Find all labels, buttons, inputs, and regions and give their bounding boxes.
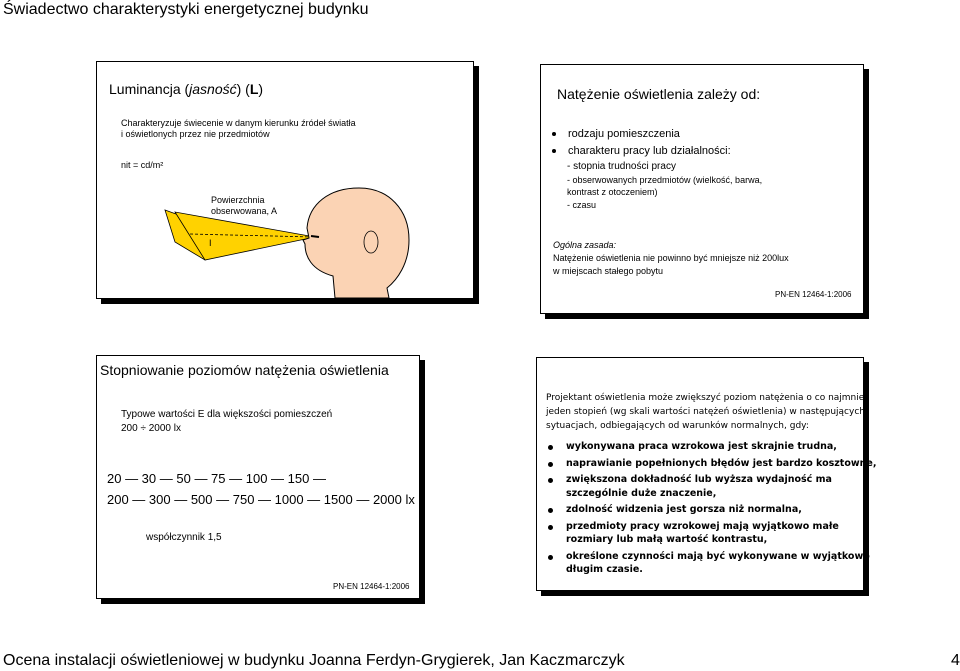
- luminance-unit: nit = cd/m²: [121, 160, 164, 170]
- title-text: ) (: [236, 81, 250, 97]
- situation-text: długim czasie.: [566, 564, 643, 575]
- beam-label: I: [209, 238, 212, 248]
- rule-line: Natężenie oświetlenia nie powinno być mniejsze niż 200lux: [553, 253, 789, 263]
- eye-icon: [311, 236, 319, 237]
- slide-illuminance-scale: [96, 355, 420, 599]
- standard-reference: PN-EN 12464-1:2006: [775, 290, 852, 299]
- intro-line: sytuacjach, odbiegających od warunków normalnych, gdy:: [546, 421, 809, 431]
- rule-line: w miejscach stałego pobytu: [553, 266, 664, 276]
- title-bold: L: [249, 81, 259, 97]
- subitem: - czasu: [567, 199, 597, 210]
- factor-list: [568, 126, 731, 160]
- scale-line: 20 — 30 — 50 — 75 — 100 — 150 —: [107, 471, 326, 486]
- intro-text: [546, 391, 867, 433]
- general-rule: [553, 239, 789, 278]
- document-footer: Ocena instalacji oświetleniowej w budynku Joanna Ferdyn-Grygierek, Jan Kaczmarczyk: [3, 652, 625, 669]
- factor-item: rodzaju pomieszczenia: [568, 126, 731, 143]
- subitem: - obserwowanych przedmiotów (wielkość, barwa,: [567, 174, 763, 185]
- situation-item: [566, 457, 876, 471]
- typical-values-range: 200 ÷ 2000 lx: [121, 423, 181, 434]
- scale-line: 200 — 300 — 500 — 750 — 1000 — 1500 — 2000 lx: [107, 492, 415, 507]
- slide-title: Stopniowanie poziomów natężenia oświetlenia: [100, 362, 389, 378]
- illuminance-scale: [107, 468, 415, 510]
- situation-text: wykonywana praca wzrokowa jest skrajnie trudna,: [566, 441, 837, 452]
- typical-values: [121, 408, 332, 436]
- scale-factor: współczynnik 1,5: [146, 532, 222, 543]
- situation-text: przedmioty pracy wzrokowej mają wyjątkowo małe: [566, 520, 839, 532]
- slide-luminance: [96, 61, 474, 299]
- subitem: kontrast z otoczeniem): [567, 187, 658, 197]
- situation-item: [566, 520, 876, 547]
- slide-designer-adjustment: [536, 357, 877, 591]
- intro-line: jeden stopień (wg skali wartości natężeń oświetlenia) w następujących: [546, 407, 865, 417]
- slide-illuminance-factors: [540, 64, 864, 314]
- page-number: 4: [951, 652, 960, 669]
- situation-text: zdolność widzenia jest gorsza niż normalna,: [566, 504, 802, 515]
- situation-text: naprawianie popełnionych błędów jest bardzo kosztowne,: [566, 457, 877, 469]
- factor-subitems: [567, 161, 762, 211]
- title-text: Luminancja (: [109, 81, 190, 97]
- situation-list: [566, 440, 876, 577]
- typical-values-label: Typowe wartości E dla większości pomieszczeń: [121, 409, 333, 420]
- situation-item: [566, 440, 876, 454]
- intro-line: Projektant oświetlenia może zwiększyć poziom natężenia o co najmniej: [546, 393, 867, 403]
- document-header: Świadectwo charakterystyki energetycznej budynku: [3, 1, 369, 18]
- surface-label-line: obserwowana, A: [211, 206, 278, 216]
- situation-item: [566, 503, 876, 517]
- situation-item: [566, 473, 876, 500]
- subitem: - stopnia trudności pracy: [567, 161, 676, 172]
- title-text: ): [258, 81, 264, 97]
- luminance-illustration: [97, 62, 473, 298]
- situation-text: zwiększona dokładność lub wyższa wydajność ma: [566, 474, 832, 485]
- situation-text: określone czynności mają być wykonywane w wyjątkowo: [566, 550, 870, 562]
- standard-reference: PN-EN 12464-1:2006: [333, 582, 410, 591]
- title-italic: jasność: [189, 81, 237, 97]
- situation-item: [566, 550, 876, 577]
- rule-heading: Ogólna zasada:: [553, 240, 617, 250]
- ear: [364, 231, 378, 253]
- factor-item: charakteru pracy lub działalności:: [568, 143, 731, 160]
- situation-text: szczególnie duże znaczenie,: [566, 487, 717, 499]
- situation-text: rozmiary lub małą wartość kontrastu,: [566, 534, 768, 545]
- slide-title: Natężenie oświetlenia zależy od:: [557, 86, 761, 102]
- description-line: i oświetlonych przez nie przedmiotów: [121, 129, 270, 139]
- head-profile: [303, 188, 409, 298]
- description-line: Charakteryzuje świecenie w danym kierunku źródeł światła: [121, 118, 356, 128]
- surface-label-line: Powierzchnia: [211, 195, 265, 205]
